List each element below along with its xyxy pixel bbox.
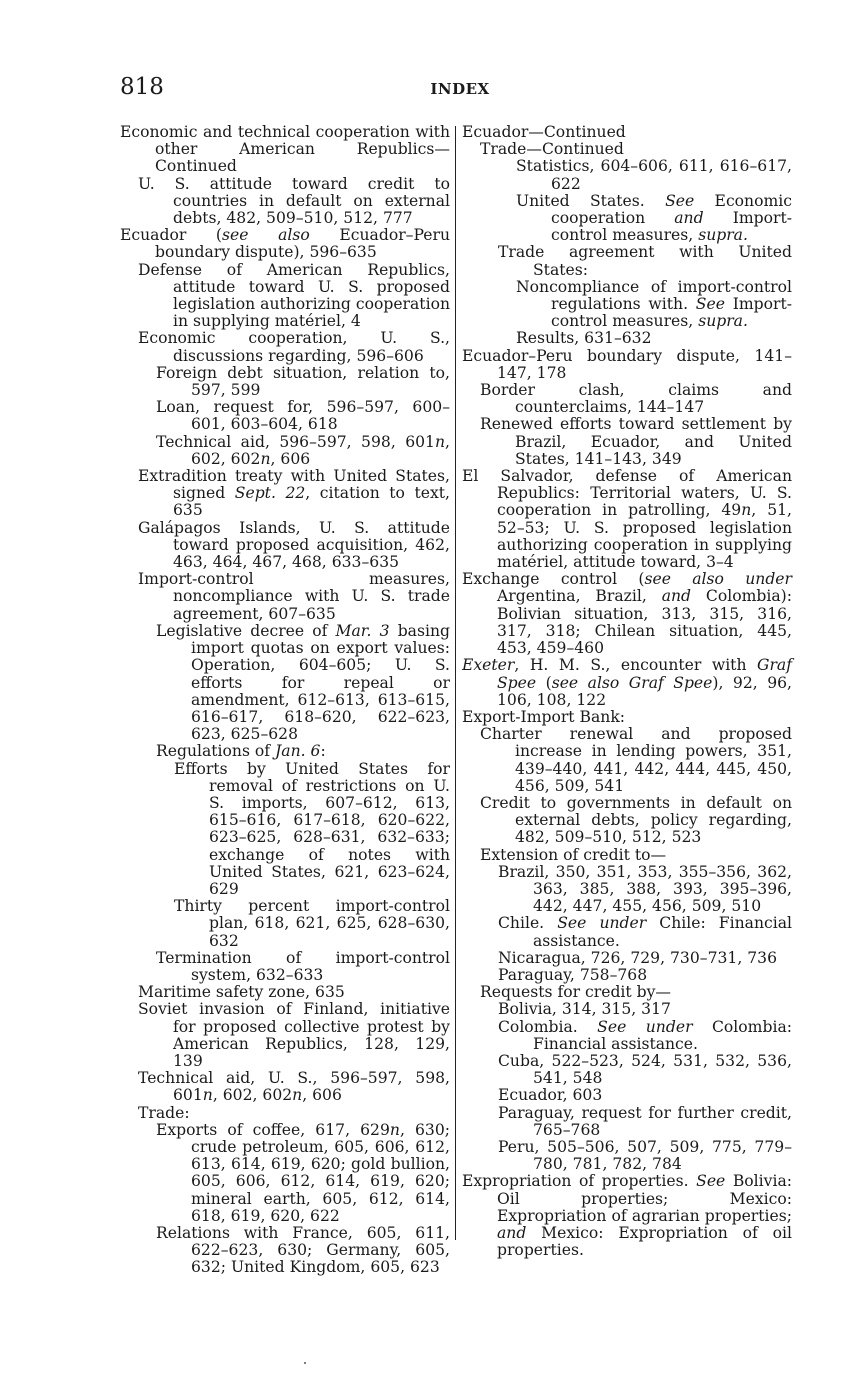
- column-divider: [455, 126, 456, 1240]
- index-entry: Paraguay, request for further credit, 765–768: [498, 1103, 792, 1139]
- index-entry: U. S. attitude toward credit to countries in default on external debts, 482, 509–510, 512, 777: [138, 174, 450, 228]
- index-entry: United States. See Economic cooperation and Import-control measures, supra.: [516, 191, 792, 245]
- index-entry: Trade—Continued: [480, 140, 624, 159]
- index-entry: Relations with France, 605, 611, 622–623, 630; Germany, 605, 632; United Kingdom, 605, 623: [156, 1224, 450, 1277]
- index-entry: Loan, request for, 596–597, 600–601, 603–604, 618: [156, 398, 450, 434]
- index-entry: Termination of import-control system, 632–633: [156, 948, 450, 984]
- index-entry: Defense of American Republics, attitude toward U. S. proposed legislation authorizing cooperation in supplying matériel, 4: [138, 260, 450, 331]
- index-entry: Bolivia, 314, 315, 317: [498, 1000, 671, 1019]
- index-entry: El Salvador, defense of American Republics: Territorial waters, U. S. cooperation in patrolling, 49n, 51, 52–53; U. S. proposed legislation authorizing cooperation in supplying matériel, attitude toward, 3–4: [462, 467, 792, 572]
- index-column-left: [120, 124, 450, 1277]
- index-entry: Exchange control (see also under Argentina, Brazil, and Colombia): Bolivian situation, 313, 315, 316, 317, 318; Chilean situation, 445, 453, 459–460: [462, 570, 793, 658]
- index-entry: Ecuador—Continued: [462, 123, 626, 141]
- index-entry: Maritime safety zone, 635: [138, 983, 345, 1002]
- index-entry: Renewed efforts toward settlement by Brazil, Ecuador, and United States, 141–143, 349: [480, 415, 792, 468]
- page-header: [120, 74, 800, 104]
- index-entry: Ecuador–Peru boundary dispute, 141–147, 178: [462, 346, 792, 382]
- index-entry: Expropriation of properties. See Bolivia: Oil properties; Mexico: Expropriation of agrarian properties; and Mexico: Expropriation of oil properties.: [462, 1172, 792, 1260]
- index-entry: Legislative decree of Mar. 3 basing import quotas on export values: Operation, 604–605; U. S. efforts for repeal or amendment, 612–613, 613–615, 616–617, 618–620, 622–623, 623, 625–628: [156, 621, 450, 744]
- index-entry: Requests for credit by—: [480, 983, 672, 1002]
- index-entry: Statistics, 604–606, 611, 616–617, 622: [516, 157, 792, 193]
- index-entry: Galápagos Islands, U. S. attitude toward proposed acquisition, 462, 463, 464, 467, 468, 633–635: [138, 518, 450, 572]
- page-number: 818: [120, 74, 164, 100]
- index-entry: Peru, 505–506, 507, 509, 775, 779–780, 781, 782, 784: [498, 1137, 792, 1174]
- index-entry: Trade:: [138, 1103, 190, 1122]
- index-entry: Paraguay, 758–768: [498, 965, 648, 984]
- index-entry: Ecuador, 603: [498, 1086, 603, 1105]
- page-title: INDEX: [430, 80, 490, 98]
- stray-mark: [304, 1362, 306, 1364]
- index-entry: Brazil, 350, 351, 353, 355–356, 362, 363, 385, 388, 393, 395–396, 442, 447, 455, 456, 509, 510: [498, 862, 792, 916]
- index-column-right: [462, 124, 792, 1259]
- index-entry: Soviet invasion of Finland, initiative for proposed collective protest by American Republics, 128, 129, 139: [138, 1000, 450, 1070]
- index-entry: Colombia. See under Colombia: Financial assistance.: [498, 1017, 792, 1053]
- index-entry: Economic cooperation, U. S., discussions regarding, 596–606: [138, 329, 450, 365]
- index-entry: Regulations of Jan. 6:: [156, 742, 326, 761]
- index-entry: Border clash, claims and counterclaims, 144–147: [480, 381, 792, 417]
- index-entry: Thirty percent import-control plan, 618, 621, 625, 628–630, 632: [174, 897, 450, 950]
- index-entry: Technical aid, 596–597, 598, 601n, 602, 602n, 606: [156, 432, 450, 468]
- index-entry: Import-control measures, noncompliance with U. S. trade agreement, 607–635: [138, 570, 450, 623]
- index-entry: Extension of credit to—: [480, 845, 667, 864]
- index-entry: Extradition treaty with United States, signed Sept. 22, citation to text, 635: [138, 467, 450, 520]
- index-entry: Exports of coffee, 617, 629n, 630; crude petroleum, 605, 606, 612, 613, 614, 619, 620; gold bullion, 605, 606, 612, 614, 619, 620; mineral earth, 605, 612, 614, 618, 619, 620, 622: [156, 1120, 450, 1225]
- index-entry: Trade agreement with United States:: [498, 243, 792, 279]
- index-entry: Foreign debt situation, relation to, 597, 599: [156, 363, 450, 400]
- index-entry: Chile. See under Chile: Financial assistance.: [498, 914, 792, 950]
- index-entry: Export-Import Bank:: [462, 707, 626, 726]
- index-entry: Exeter, H. M. S., encounter with Graf Spee (see also Graf Spee), 92, 96, 106, 108, 122: [462, 656, 792, 709]
- index-entry: Noncompliance of import-control regulations with. See Import-control measures, supra.: [516, 277, 792, 331]
- index-entry: Cuba, 522–523, 524, 531, 532, 536, 541, 548: [498, 1051, 792, 1088]
- index-entry: Nicaragua, 726, 729, 730–731, 736: [498, 948, 778, 967]
- index-entry: Charter renewal and proposed increase in lending powers, 351, 439–440, 441, 442, 444, 445, 450, 456, 509, 541: [480, 725, 792, 795]
- index-entry: Economic and technical cooperation with other American Republics—Continued: [120, 123, 450, 176]
- index-entry: Ecuador (see also Ecuador–Peru boundary dispute), 596–635: [120, 226, 450, 262]
- index-entry: Efforts by United States for removal of restrictions on U. S. imports, 607–612, 613, 615–616, 617–618, 620–622, 623–625, 628–631, 632–633; exchange of notes with United States, 621, 623–624, 629: [174, 759, 450, 898]
- index-entry: Technical aid, U. S., 596–597, 598, 601n, 602, 602n, 606: [138, 1069, 450, 1105]
- index-entry: Credit to governments in default on external debts, policy regarding, 482, 509–510, 512, 523: [480, 793, 792, 847]
- index-entry: Results, 631–632: [516, 329, 652, 348]
